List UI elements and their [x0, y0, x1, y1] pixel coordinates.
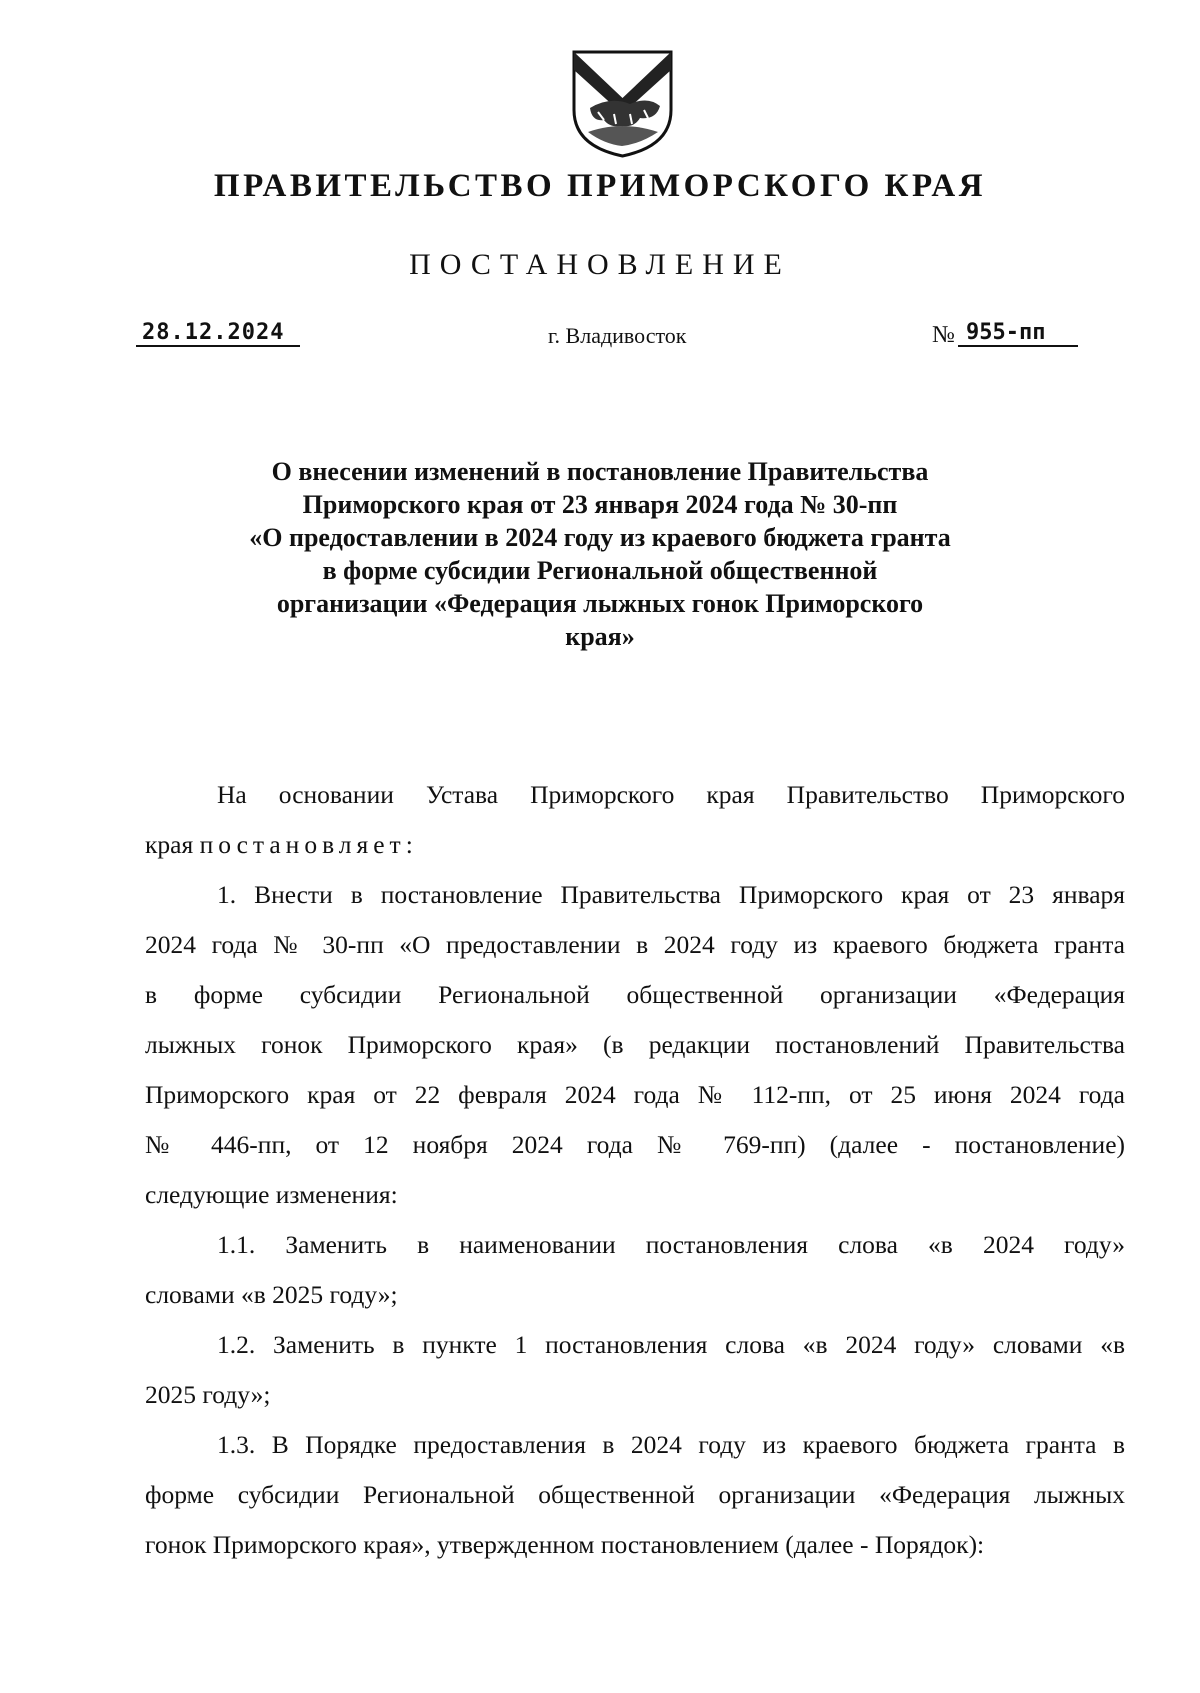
paragraph-line: 1.1. Заменить в наименовании постановления слова «в 2024 году»: [217, 1230, 1125, 1259]
resolves-word: постановляет:: [199, 830, 418, 859]
document-body: [145, 770, 1125, 1570]
preamble-text: края: [145, 830, 200, 859]
preamble-line: На основании Устава Приморского края Правительство Приморского: [217, 780, 1125, 809]
date-field: [136, 320, 300, 347]
paragraph-line: 2025 году»;: [145, 1380, 271, 1409]
heading-line: «О предоставлении в 2024 году из краевого бюджета гранта: [249, 523, 951, 552]
government-title: ПРАВИТЕЛЬСТВО ПРИМОРСКОГО КРАЯ: [213, 168, 987, 204]
paragraph-line: следующие изменения:: [145, 1180, 398, 1209]
document-number: 955-пп: [966, 320, 1046, 345]
heading-line: О внесении изменений в постановление Правительства: [271, 457, 929, 486]
paragraph-line: 2024 года № 30-пп «О предоставлении в 2024 году из краевого бюджета гранта: [145, 930, 1125, 959]
paragraph-line: словами «в 2025 году»;: [145, 1280, 398, 1309]
paragraph-line: № 446-пп, от 12 ноября 2024 года № 769-пп) (далее - постановление): [145, 1130, 1125, 1159]
paragraph-line: лыжных гонок Приморского края» (в редакции постановлений Правительства: [145, 1030, 1125, 1059]
preamble-line: [145, 820, 1125, 870]
document-date: 28.12.2024: [142, 320, 285, 345]
paragraph-line: в форме субсидии Региональной общественной организации «Федерация: [145, 980, 1125, 1009]
paragraph-line: 1.2. Заменить в пункте 1 постановления слова «в 2024 году» словами «в: [217, 1330, 1125, 1359]
paragraph-line: гонок Приморского края», утвержденном постановлением (далее - Порядок):: [145, 1530, 985, 1559]
paragraph-line: 1. Внести в постановление Правительства Приморского края от 23 января: [217, 880, 1125, 909]
heading-line: Приморского края от 23 января 2024 года № 30-пп: [302, 490, 898, 519]
heading-line: края»: [565, 622, 635, 651]
heading-line: в форме субсидии Региональной общественной: [322, 556, 878, 585]
document-city: г. Владивосток: [548, 323, 687, 348]
document-type: ПОСТАНОВЛЕНИЕ: [409, 248, 791, 281]
coat-of-arms-emblem: [570, 48, 675, 158]
paragraph-line: 1.3. В Порядке предоставления в 2024 году из краевого бюджета гранта в: [217, 1430, 1125, 1459]
paragraph-line: форме субсидии Региональной общественной организации «Федерация лыжных: [145, 1480, 1125, 1509]
paragraph-line: Приморского края от 22 февраля 2024 года № 112-пп, от 25 июня 2024 года: [145, 1080, 1125, 1109]
heading-line: организации «Федерация лыжных гонок Приморского: [276, 589, 924, 618]
number-label: №: [932, 322, 955, 348]
document-heading: [180, 455, 1020, 653]
number-field: [958, 320, 1078, 347]
